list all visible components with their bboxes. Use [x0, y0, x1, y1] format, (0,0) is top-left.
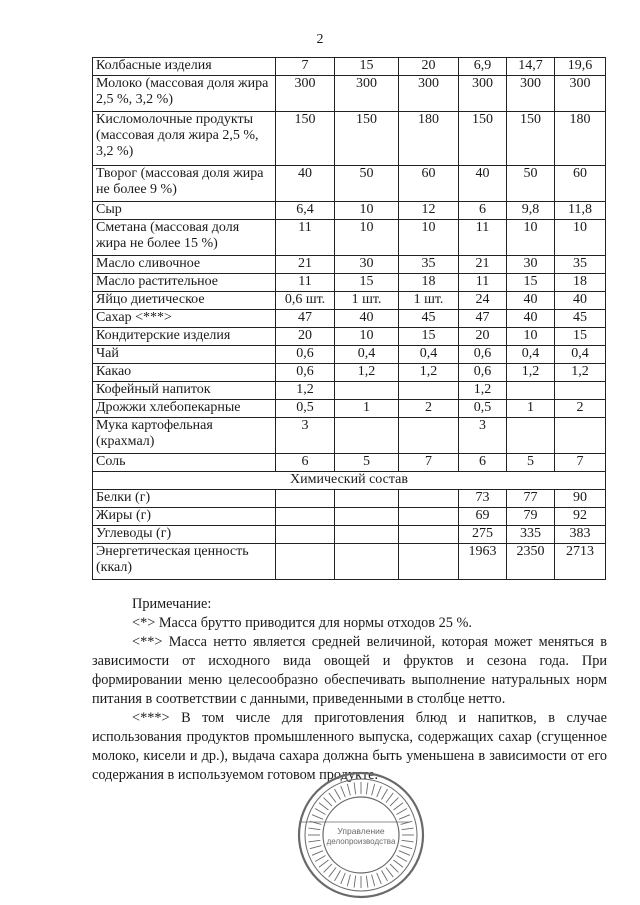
- table-cell: 45: [399, 310, 459, 328]
- table-cell: 300: [276, 76, 335, 112]
- table-cell: 275: [459, 526, 507, 544]
- table-cell: [399, 508, 459, 526]
- table-cell: 24: [459, 292, 507, 310]
- stamp-ornament: [377, 873, 382, 884]
- table-cell: 11,8: [555, 202, 606, 220]
- stamp-ornament: [312, 851, 323, 856]
- table-row: [93, 526, 606, 544]
- stamp-ornament: [315, 809, 325, 815]
- stamp-ornament: [397, 856, 407, 862]
- table-cell: 6: [459, 454, 507, 472]
- stamp-ornament: [335, 789, 341, 799]
- stamp-ornament: [394, 803, 404, 810]
- stamp-ornament: [372, 784, 375, 796]
- table-cell: 180: [555, 112, 606, 166]
- table-cell: 0,6: [276, 364, 335, 382]
- table-cell: 50: [507, 166, 555, 202]
- row-label: Колбасные изделия: [93, 58, 276, 76]
- row-label: Молоко (массовая доля жира 2,5 %, 3,2 %): [93, 76, 276, 112]
- table-row: [93, 310, 606, 328]
- table-cell: 1: [507, 400, 555, 418]
- table-cell: 69: [459, 508, 507, 526]
- table-cell: 40: [507, 310, 555, 328]
- table-row: [93, 76, 606, 112]
- table-cell: 300: [459, 76, 507, 112]
- table-cell: 6,9: [459, 58, 507, 76]
- table-cell: 2350: [507, 544, 555, 580]
- table-cell: 1 шт.: [335, 292, 399, 310]
- row-label: Кондитерские изделия: [93, 328, 276, 346]
- table-cell: 150: [507, 112, 555, 166]
- table-row: [93, 454, 606, 472]
- table-cell: 1,2: [507, 364, 555, 382]
- note-item: <***> В том числе для приготовления блюд и напитков, в случае использования продуктов промышленного выпуска, содержащих сахар (сгущенное молоко, кисели и др.), выдача сахара должна быть уменьшена в зависимости от его содержания в используемом готовом продукте.: [92, 710, 607, 783]
- row-label: Соль: [93, 454, 276, 472]
- row-label: Углеводы (г): [93, 526, 276, 544]
- section-title: Химический состав: [93, 472, 606, 490]
- note-item: <*> Масса брутто приводится для нормы отходов 25 %.: [132, 615, 472, 631]
- table-cell: 300: [399, 76, 459, 112]
- table-cell: 150: [335, 112, 399, 166]
- table-row: [93, 58, 606, 76]
- stamp-ornament: [335, 871, 341, 881]
- row-label: Масло растительное: [93, 274, 276, 292]
- page-number: 2: [316, 32, 324, 47]
- table-cell: 92: [555, 508, 606, 526]
- table-row: [93, 490, 606, 508]
- table-cell: 47: [459, 310, 507, 328]
- table-cell: 20: [459, 328, 507, 346]
- table-cell: 0,6: [459, 346, 507, 364]
- table-cell: 1,2: [399, 364, 459, 382]
- table-cell: [399, 490, 459, 508]
- table-cell: 15: [399, 328, 459, 346]
- table-cell: [555, 418, 606, 454]
- table-cell: 5: [507, 454, 555, 472]
- table-cell: 40: [555, 292, 606, 310]
- table-row: [93, 346, 606, 364]
- table-row: [93, 382, 606, 400]
- table-cell: 0,4: [399, 346, 459, 364]
- table-cell: [276, 544, 335, 580]
- row-label: Жиры (г): [93, 508, 276, 526]
- table-cell: 50: [335, 166, 399, 202]
- stamp-ornament: [354, 876, 356, 888]
- table-cell: 335: [507, 526, 555, 544]
- official-seal-stamp: [296, 770, 426, 900]
- table-cell: 300: [335, 76, 399, 112]
- table-cell: [399, 382, 459, 400]
- table-cell: [335, 526, 399, 544]
- stamp-ornament: [324, 798, 332, 806]
- row-label: Сахар <***>: [93, 310, 276, 328]
- table-cell: 11: [459, 274, 507, 292]
- stamp-ornament: [377, 786, 382, 797]
- table-cell: 11: [276, 274, 335, 292]
- table-cell: 79: [507, 508, 555, 526]
- table-cell: 1,2: [555, 364, 606, 382]
- notes-section: [92, 595, 607, 785]
- stamp-ornament: [354, 782, 356, 794]
- table-cell: [276, 526, 335, 544]
- row-label: Кофейный напиток: [93, 382, 276, 400]
- table-cell: 2713: [555, 544, 606, 580]
- table-cell: 18: [399, 274, 459, 292]
- table-cell: 2: [555, 400, 606, 418]
- stamp-ornament: [399, 851, 410, 856]
- stamp-ornament: [310, 846, 322, 849]
- table-cell: 10: [555, 220, 606, 256]
- table-cell: 10: [335, 220, 399, 256]
- table-cell: [399, 526, 459, 544]
- stamp-ornament: [402, 840, 414, 842]
- table-cell: [555, 382, 606, 400]
- stamp-ornament: [402, 828, 414, 830]
- table-row: [93, 400, 606, 418]
- table-cell: 7: [399, 454, 459, 472]
- table-cell: 150: [459, 112, 507, 166]
- table-cell: 0,4: [335, 346, 399, 364]
- table-cell: 7: [555, 454, 606, 472]
- row-label: Масло сливочное: [93, 256, 276, 274]
- table-cell: 35: [555, 256, 606, 274]
- table-cell: [335, 508, 399, 526]
- table-cell: 3: [459, 418, 507, 454]
- stamp-ornament: [315, 856, 325, 862]
- table-cell: 10: [335, 328, 399, 346]
- table-row: [93, 508, 606, 526]
- table-cell: 15: [507, 274, 555, 292]
- stamp-ornament: [366, 876, 368, 888]
- row-label: Чай: [93, 346, 276, 364]
- stamp-ornament: [347, 875, 350, 887]
- row-label: Энергетическая ценность (ккал): [93, 544, 276, 580]
- stamp-ornament: [386, 793, 393, 803]
- table-cell: [335, 544, 399, 580]
- table-cell: 6: [459, 202, 507, 220]
- table-cell: 6,4: [276, 202, 335, 220]
- notes-title: Примечание:: [132, 596, 212, 612]
- table-cell: 0,4: [555, 346, 606, 364]
- stamp-text-line1: Управление: [337, 826, 385, 836]
- table-cell: 10: [335, 202, 399, 220]
- table-cell: 7: [276, 58, 335, 76]
- table-cell: 0,6: [459, 364, 507, 382]
- table-row: [93, 166, 606, 202]
- table-cell: 1,2: [276, 382, 335, 400]
- table-row: [93, 220, 606, 256]
- table-cell: [335, 418, 399, 454]
- table-cell: [276, 490, 335, 508]
- table-cell: [399, 418, 459, 454]
- table-row: [93, 112, 606, 166]
- row-label: Сыр: [93, 202, 276, 220]
- table-cell: 11: [276, 220, 335, 256]
- row-label: Какао: [93, 364, 276, 382]
- table-cell: 180: [399, 112, 459, 166]
- row-label: Яйцо диетическое: [93, 292, 276, 310]
- table-cell: 10: [399, 220, 459, 256]
- stamp-ornament: [324, 864, 332, 872]
- table-cell: 15: [335, 58, 399, 76]
- table-cell: 35: [399, 256, 459, 274]
- stamp-ornament: [390, 798, 398, 806]
- table-cell: 45: [555, 310, 606, 328]
- stamp-ornament: [372, 875, 375, 887]
- table-cell: 0,6: [276, 346, 335, 364]
- stamp-text-line2: делопроизводства: [326, 837, 396, 846]
- stamp-ornament: [390, 864, 398, 872]
- table-row: [93, 256, 606, 274]
- table-cell: 5: [335, 454, 399, 472]
- table-cell: [399, 544, 459, 580]
- stamp-ornament: [401, 846, 413, 849]
- stamp-ornament: [308, 840, 320, 842]
- stamp-ornament: [341, 786, 346, 797]
- row-label: Кисломолочные продукты (массовая доля жира 2,5 %, 3,2 %): [93, 112, 276, 166]
- table-cell: 10: [507, 220, 555, 256]
- table-cell: 21: [459, 256, 507, 274]
- table-cell: 0,6 шт.: [276, 292, 335, 310]
- table-cell: 30: [335, 256, 399, 274]
- table-cell: 10: [507, 328, 555, 346]
- table-row: [93, 292, 606, 310]
- table-cell: [507, 418, 555, 454]
- note-item: <**> Масса нетто является средней величиной, которая может меняться в зависимости от исходного вида овощей и фруктов и сезона года. При формировании меню целесообразно обеспечивать выполнение натуральных норм питания в соответствии с данными, приведенными в столбце нетто.: [92, 634, 607, 707]
- table-cell: 60: [555, 166, 606, 202]
- table-cell: 40: [276, 166, 335, 202]
- stamp-ornament: [347, 784, 350, 796]
- table-cell: 383: [555, 526, 606, 544]
- table-cell: 18: [555, 274, 606, 292]
- stamp-ornament: [329, 793, 336, 803]
- table-row: [93, 544, 606, 580]
- table-cell: 47: [276, 310, 335, 328]
- section-row: [93, 472, 606, 490]
- stamp-ornament: [386, 868, 393, 878]
- stamp-ornament: [329, 868, 336, 878]
- table-cell: 77: [507, 490, 555, 508]
- table-cell: 11: [459, 220, 507, 256]
- table-cell: 1963: [459, 544, 507, 580]
- table-cell: 2: [399, 400, 459, 418]
- stamp-ornament: [312, 815, 323, 820]
- table-cell: 14,7: [507, 58, 555, 76]
- table-cell: 20: [276, 328, 335, 346]
- table-cell: 15: [555, 328, 606, 346]
- table-cell: [335, 490, 399, 508]
- table-cell: 0,5: [459, 400, 507, 418]
- table-cell: 6: [276, 454, 335, 472]
- table-cell: [507, 382, 555, 400]
- stamp-ornament: [397, 809, 407, 815]
- table-cell: 21: [276, 256, 335, 274]
- table-cell: 1: [335, 400, 399, 418]
- stamp-ornament: [341, 873, 346, 884]
- table-cell: 40: [459, 166, 507, 202]
- table-cell: 90: [555, 490, 606, 508]
- stamp-ornament: [319, 860, 329, 867]
- table-cell: 30: [507, 256, 555, 274]
- stamp-ornament: [319, 803, 329, 810]
- table-cell: 73: [459, 490, 507, 508]
- table-cell: 40: [507, 292, 555, 310]
- table-cell: 15: [335, 274, 399, 292]
- table-row: [93, 418, 606, 454]
- table-cell: 1,2: [335, 364, 399, 382]
- table-cell: 150: [276, 112, 335, 166]
- stamp-ornament: [399, 815, 410, 820]
- table-cell: 300: [507, 76, 555, 112]
- table-cell: 0,4: [507, 346, 555, 364]
- row-label: Мука картофельная (крахмал): [93, 418, 276, 454]
- table-cell: 3: [276, 418, 335, 454]
- table-cell: 300: [555, 76, 606, 112]
- stamp-ornament: [308, 828, 320, 830]
- row-label: Дрожжи хлебопекарные: [93, 400, 276, 418]
- table-cell: [276, 508, 335, 526]
- stamp-ornament: [382, 871, 388, 881]
- table-cell: 60: [399, 166, 459, 202]
- stamp-ornament: [382, 789, 388, 799]
- table-cell: 20: [399, 58, 459, 76]
- stamp-ornament: [394, 860, 404, 867]
- row-label: Белки (г): [93, 490, 276, 508]
- table-row: [93, 202, 606, 220]
- table-cell: 1 шт.: [399, 292, 459, 310]
- table-row: [93, 328, 606, 346]
- table-cell: 1,2: [459, 382, 507, 400]
- table-row: [93, 364, 606, 382]
- stamp-ornament: [366, 782, 368, 794]
- table-cell: 40: [335, 310, 399, 328]
- table-cell: 0,5: [276, 400, 335, 418]
- row-label: Сметана (массовая доля жира не более 15 %): [93, 220, 276, 256]
- table-row: [93, 274, 606, 292]
- table-cell: 19,6: [555, 58, 606, 76]
- table-cell: 9,8: [507, 202, 555, 220]
- row-label: Творог (массовая доля жира не более 9 %): [93, 166, 276, 202]
- table-cell: 12: [399, 202, 459, 220]
- table-cell: [335, 382, 399, 400]
- food-norms-table: [92, 57, 606, 580]
